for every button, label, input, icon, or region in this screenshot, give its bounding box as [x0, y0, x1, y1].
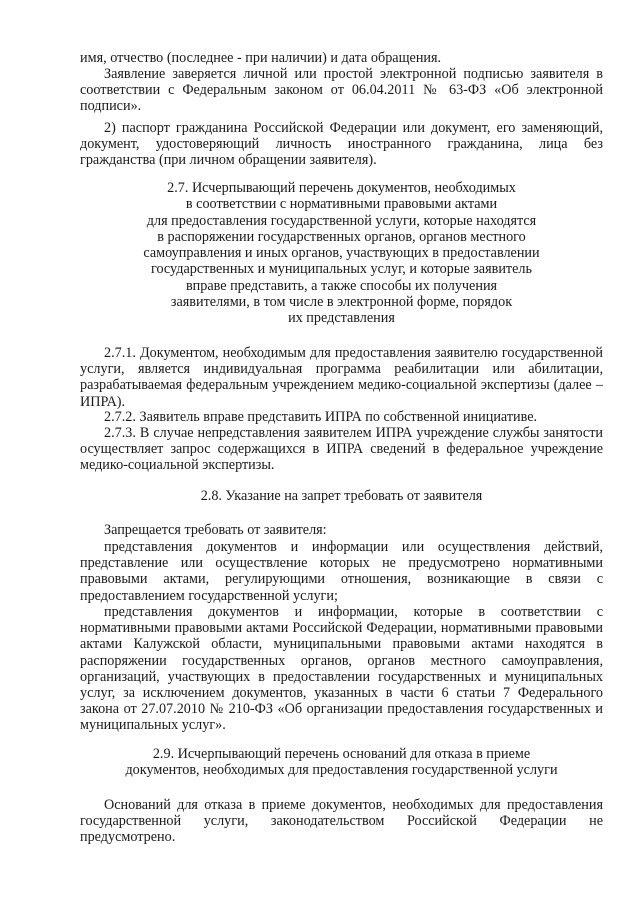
section-2-8-item-2: представления документов и информации, которые в соответствии с нормативными правовыми актами Российской Федерации, нормативными правовыми актами Калужской области, муниципальными правовыми актами находятся в распоряжении государственных органов, органов местного самоуправления, организаций, участвующих в предоставлении государственных и муниципальных услуг, за исключением документов, указанных в части 6 статьи 7 Федерального закона от 27.07.2010 № 210-ФЗ «Об организации предоставления государственных и муниципальных услуг».: [80, 604, 603, 734]
heading-line: их представления: [288, 310, 395, 327]
item-2-7-2: 2.7.2. Заявитель вправе представить ИПРА по собственной инициативе.: [104, 409, 538, 425]
section-2-9-heading: [80, 746, 603, 779]
heading-line: 2.7. Исчерпывающий перечень документов, необходимых: [167, 180, 516, 196]
heading-line: в распоряжении государственных органов, органов местного: [157, 228, 526, 245]
paragraph-passport: 2) паспорт гражданина Российской Федерации или документ, его заменяющий, документ, удостоверяющий личность иностранного гражданина, лица без гражданства (при личном обращении заявителя).: [80, 120, 603, 169]
section-2-8-item-1: представления документов и информации или осуществления действий, представление или осуществление которых не предусмотрено нормативными правовыми актами, регулирующими отношения, возникающие в связи с предоставлением государственной услуги;: [80, 539, 603, 604]
paragraph-name-date: имя, отчество (последнее - при наличии) и дата обращения.: [80, 50, 442, 66]
section-2-9-text: Оснований для отказа в приеме документов, необходимых для предоставления государственной услуги, законодательством Российской Федерации не предусмотрено.: [80, 797, 603, 846]
item-2-7-1: 2.7.1. Документом, необходимым для предоставления заявителю государственной услуги, является индивидуальная программа реабилитации или абилитации, разрабатываемая федеральным учреждением медико-социальной экспертизы (далее – ИПРА).: [80, 345, 603, 410]
heading-line: 2.9. Исчерпывающий перечень оснований для отказа в приеме: [152, 746, 531, 762]
section-2-8-heading: 2.8. Указание на запрет требовать от заявителя: [200, 488, 483, 504]
heading-line: документов, необходимых для предоставления государственной услуги: [125, 762, 558, 779]
heading-line: в соответствии с нормативными правовыми актами: [185, 196, 498, 213]
heading-line: заявителями, в том числе в электронной форме, порядок: [170, 294, 513, 311]
section-2-7-heading: [80, 180, 603, 327]
section-2-8-intro: Запрещается требовать от заявителя:: [104, 522, 327, 538]
item-2-7-3: 2.7.3. В случае непредставления заявителем ИПРА учреждение службы занятости осуществляет запрос содержащихся в ИПРА сведений в федеральное учреждение медико-социальной экспертизы.: [80, 425, 603, 474]
heading-line: государственных и муниципальных услуг, и которые заявитель: [151, 261, 532, 278]
heading-line: самоуправления и иных органов, участвующих в предоставлении: [143, 245, 540, 262]
heading-line: вправе представить, а также способы их получения: [185, 277, 498, 294]
paragraph-signature: Заявление заверяется личной или простой электронной подписью заявителя в соответствии с Федеральным законом от 06.04.2011 № 63-ФЗ «Об электронной подписи».: [80, 66, 603, 115]
heading-line: для предоставления государственной услуги, которые находятся: [146, 212, 537, 229]
